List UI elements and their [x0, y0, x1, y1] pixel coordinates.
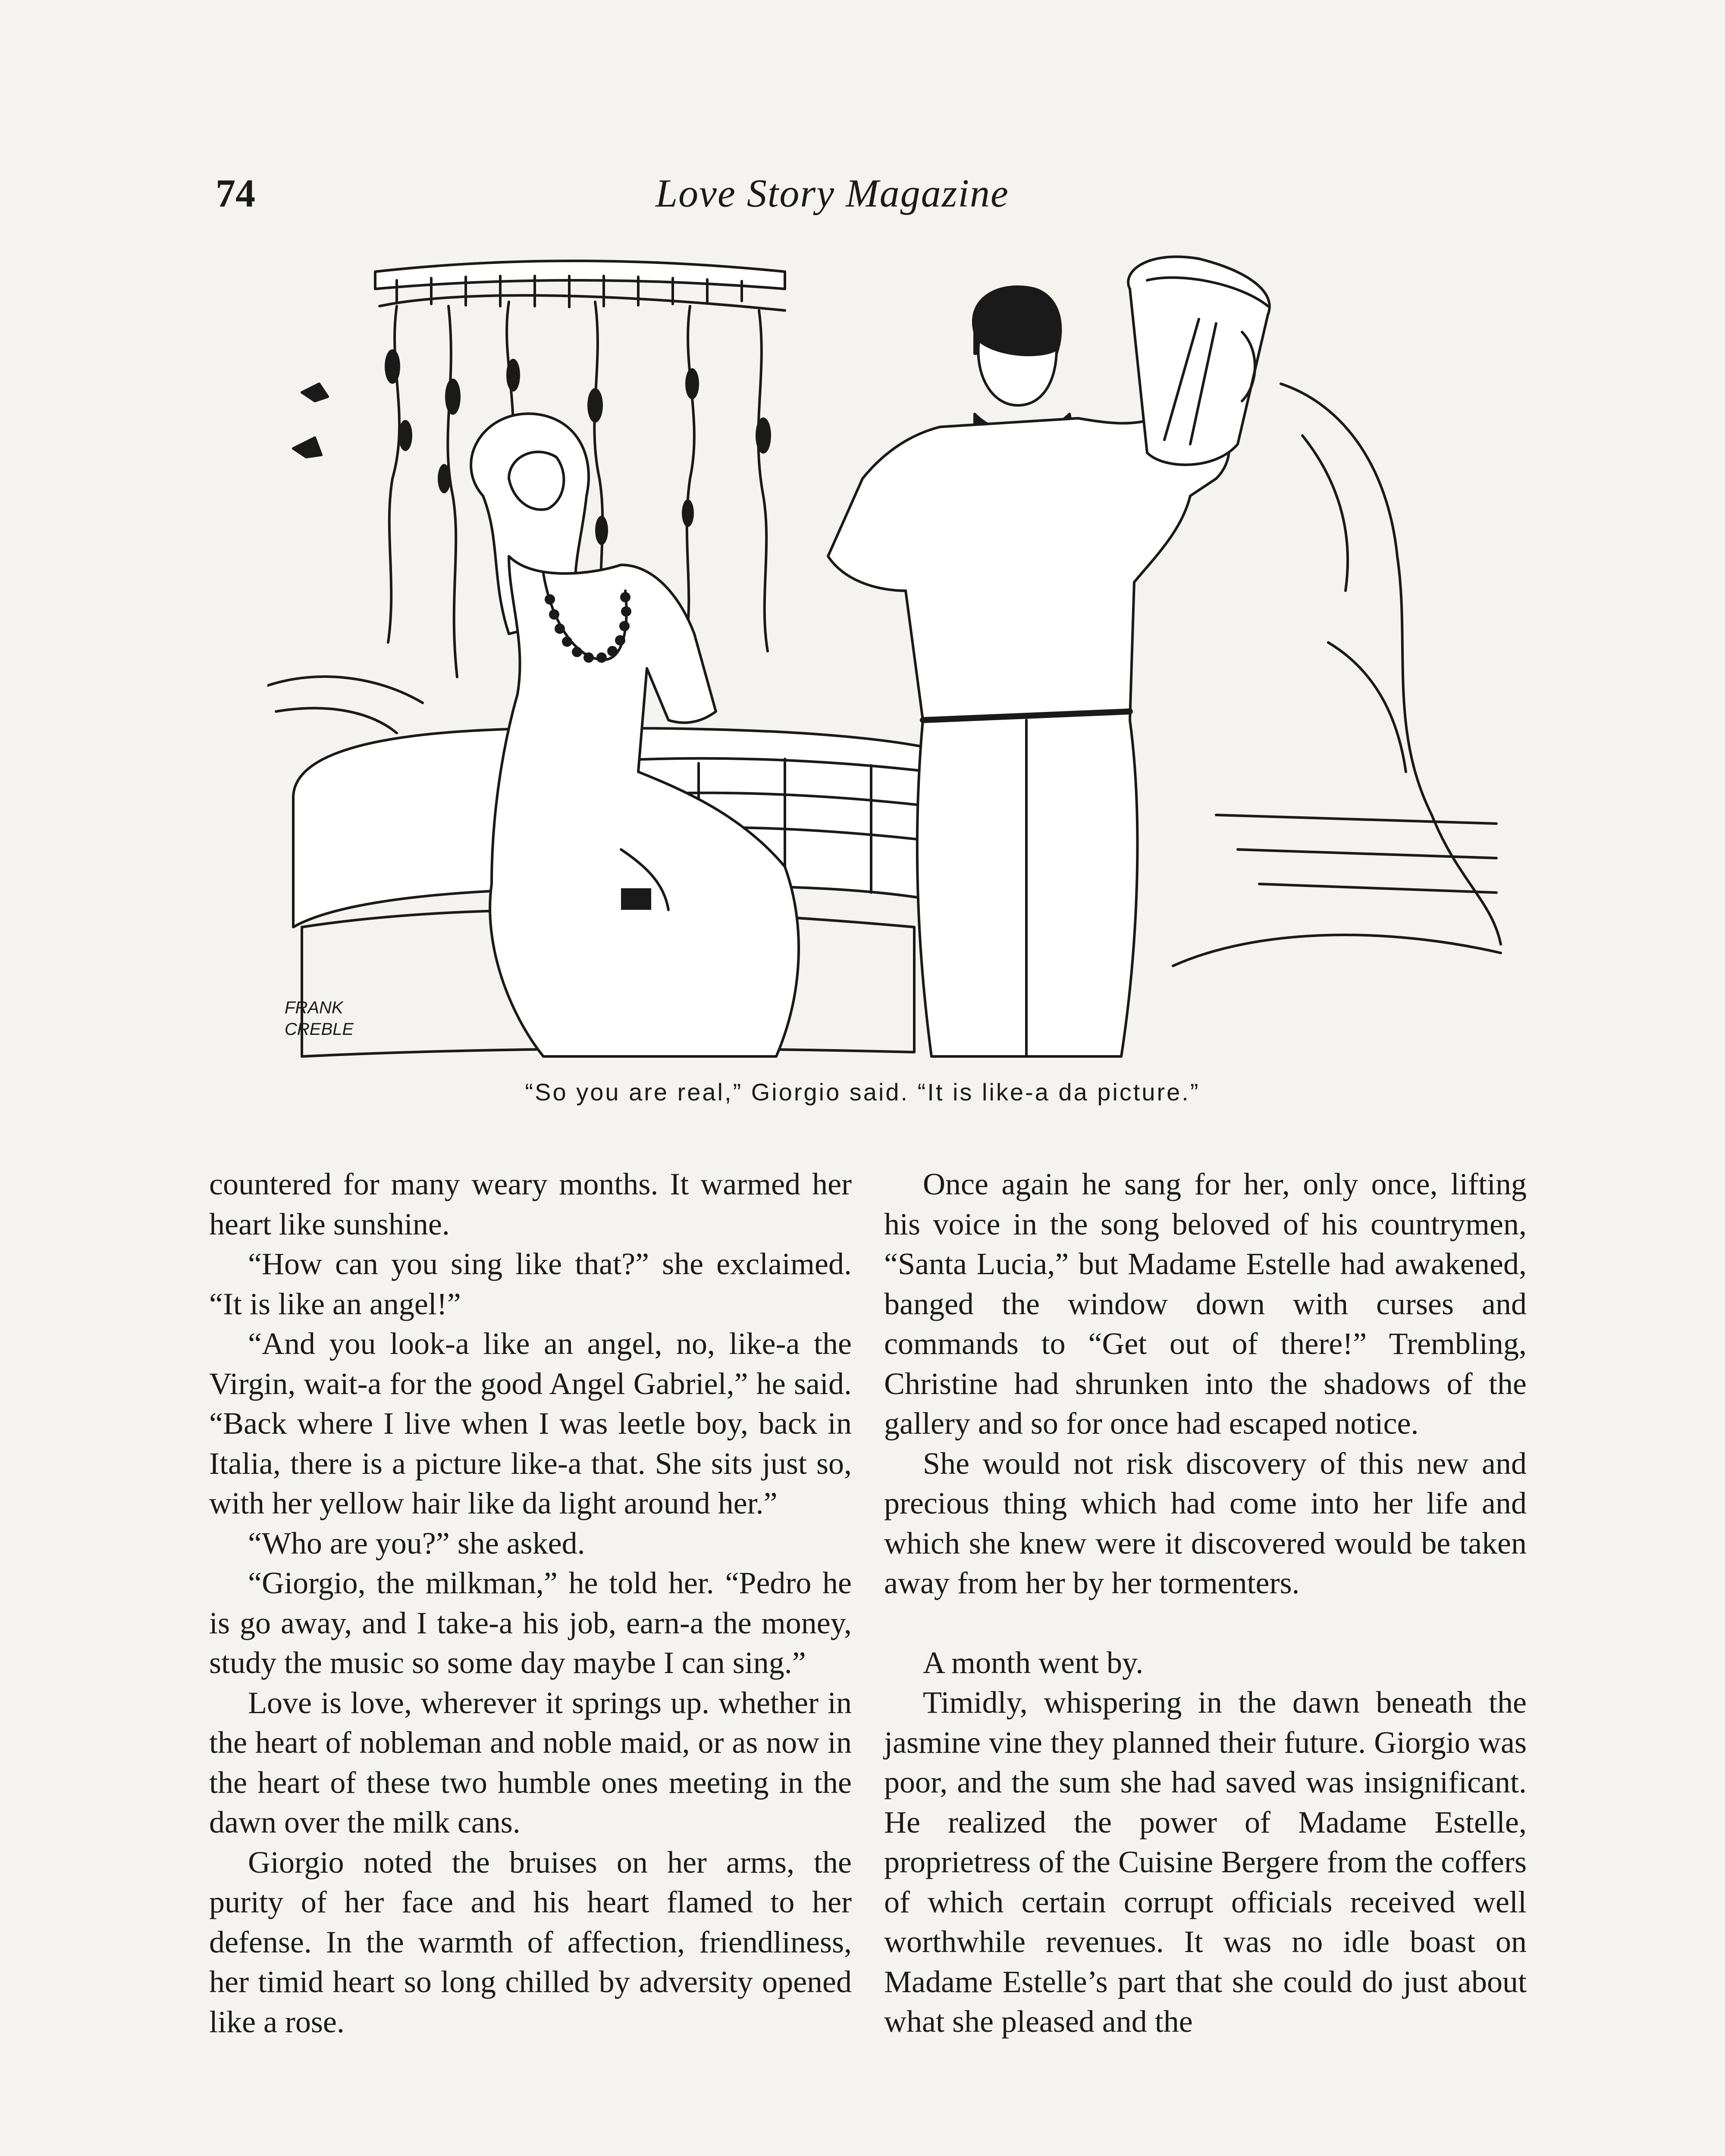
svg-text:CREBLE: CREBLE — [285, 1020, 354, 1039]
left-column — [209, 1164, 852, 2042]
paragraph: “And you look-a like an angel, no, like-a the Virgin, wait-a for the good Angel Gabriel,” he said. “Back where I live when I was leetle boy, back in Italia, there is a picture like-a that. She sits just so, with her yellow hair like da light around her.” — [209, 1326, 852, 1520]
paragraph: A month went by. — [923, 1645, 1144, 1680]
paragraph: “How can you sing like that?” she exclaimed. “It is like an angel!” — [209, 1247, 852, 1321]
right-column — [884, 1164, 1527, 2042]
svg-text:FRANK: FRANK — [285, 998, 343, 1017]
paragraph: Once again he sang for her, only once, lifting his voice in the song beloved of his countrymen, “Santa Lucia,” but Madame Estelle had awakened, banged the window down with curses and commands to “Get out of there!” Trembling, Christine had shrunken into the shadows of the gallery and so for once had escaped notice. — [884, 1167, 1527, 1441]
illustration — [267, 254, 1509, 1069]
paragraph: Timidly, whispering in the dawn beneath the jasmine vine they planned their future. Giorgio was poor, and the sum she had saved was insignificant. He realized the power of Madame Estelle, proprietress of the Cuisine Bergere from the coffers of which certain corrupt officials received well worthwhile revenues. It was no idle boast on Madame Estelle’s part that she could do just about what she pleased and the — [884, 1685, 1527, 2039]
page-number: 74 — [216, 171, 255, 215]
paragraph: Giorgio noted the bruises on her arms, the purity of her face and his heart flamed to her defense. In the warmth of affection, friendliness, her timid heart so long chilled by adversity opened like a rose. — [209, 1845, 852, 2039]
paragraph: She would not risk discovery of this new and precious thing which had come into her life and which she knew were it discovered would be taken away from her by her tormenters. — [884, 1446, 1527, 1600]
illustration-caption: “So you are real,” Giorgio said. “It is like-a da picture.” — [525, 1078, 1200, 1106]
paragraph: countered for many weary months. It warmed her heart like sunshine. — [209, 1167, 852, 1241]
running-head: Love Story Magazine — [656, 171, 1009, 215]
paragraph: “Who are you?” she asked. — [248, 1526, 585, 1561]
paragraph: Love is love, wherever it springs up. whether in the heart of nobleman and noble maid, or as now in the heart of these two humble ones meeting in the dawn over the milk cans. — [209, 1685, 852, 1839]
paragraph: “Giorgio, the milkman,” he told her. “Pedro he is go away, and I take-a his job, earn-a the money, study the music so some day maybe I can sing.” — [209, 1566, 852, 1680]
